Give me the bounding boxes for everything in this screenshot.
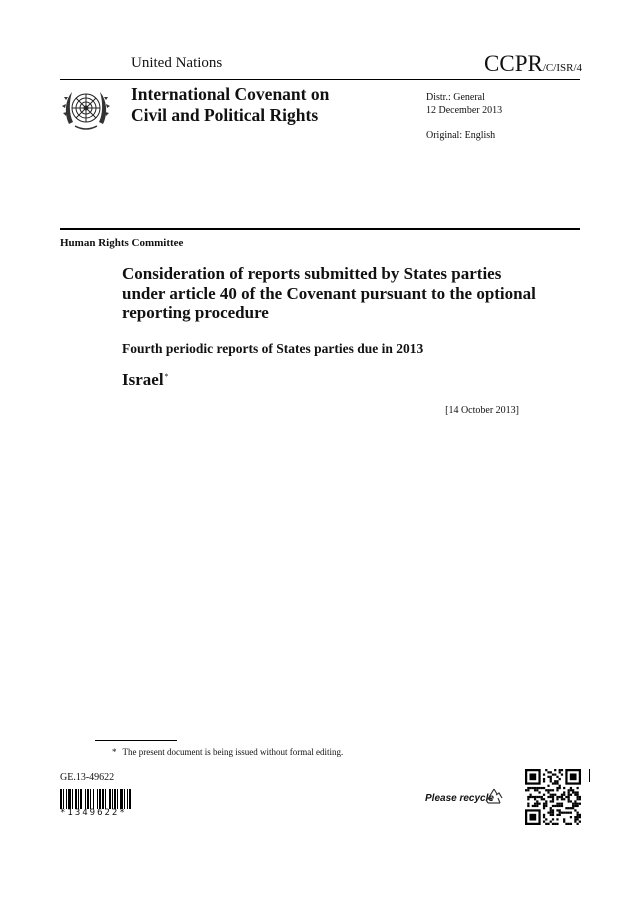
un-emblem-icon [61,84,111,134]
distribution-info [426,91,502,117]
recycle-label: Please recycle [425,793,494,804]
footnote-mark: * [112,747,117,757]
issue-date: 12 December 2013 [426,105,503,116]
country-label: Israel [122,370,164,389]
document-number: GE.13-49622 [60,772,115,783]
covenant-title-line: Civil and Political Rights [131,105,319,125]
report-subheading: Fourth periodic reports of States parties due in 2013 [122,341,424,356]
committee-name: Human Rights Committee [60,237,184,249]
recycle-icon [483,786,505,808]
barcode-icon [60,789,156,809]
margin-mark [589,769,590,782]
barcode-digits: *1349622* [60,808,127,818]
country-name [122,370,169,390]
footnote-reference[interactable]: * [164,372,169,381]
document-symbol [484,51,582,77]
symbol-main: CCPR [484,51,543,76]
organization-name: United Nations [131,55,223,71]
qr-code-icon [525,769,581,825]
distribution-label: Distr.: General [426,92,485,103]
original-language: Original: English [426,130,496,141]
report-date: [14 October 2013] [445,405,519,416]
covenant-title-line: International Covenant on [131,84,330,104]
report-heading: Consideration of reports submitted by States parties under article 40 of the Covenant pursuant to the optional reporting procedure [122,264,536,322]
footnote [112,747,343,757]
section-divider [60,228,580,230]
symbol-suffix: /C/ISR/4 [542,62,582,74]
footnote-text: The present document is being issued without formal editing. [122,747,344,757]
footnote-divider [95,740,177,741]
header-divider [60,79,580,80]
covenant-title [131,84,329,126]
